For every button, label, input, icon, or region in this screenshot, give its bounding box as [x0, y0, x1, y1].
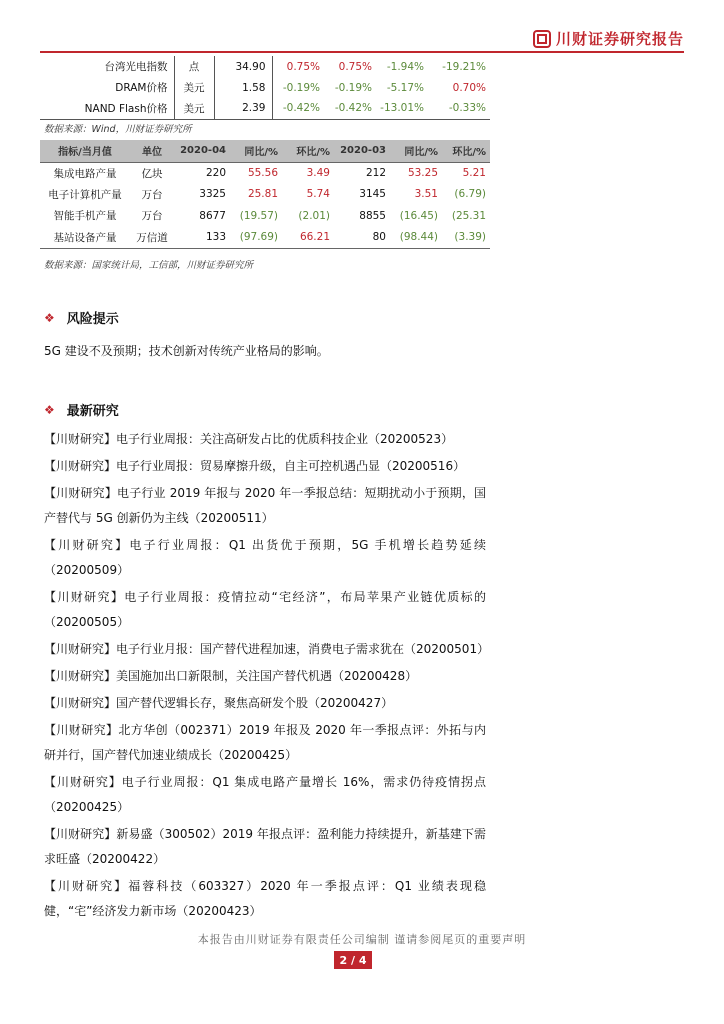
research-link[interactable]: 【川财研究】新易盛（300502）2019 年报点评：盈利能力持续提升，新基建下需求旺盛（20200422） [44, 827, 486, 866]
table-cell: 55.56 [247, 167, 278, 179]
table-cell: 1.58 [214, 77, 272, 98]
research-list [44, 427, 490, 926]
table-cell: 5.21 [462, 167, 486, 179]
table-cell: (16.45) [399, 209, 438, 222]
table-cell: 3145 [359, 188, 386, 201]
table-cell: 2.39 [214, 98, 272, 119]
table-cell: (3.39) [442, 227, 490, 249]
table-cell: 53.25 [407, 167, 438, 179]
table-cell: -19.21% [442, 60, 486, 73]
table-cell: 3325 [199, 188, 226, 201]
table-cell: 亿块 [141, 167, 163, 180]
table-cell: 0.70% [452, 81, 486, 94]
table-cell: 智能手机产量 [53, 210, 117, 223]
latest-heading [44, 400, 119, 419]
research-link[interactable]: 【川财研究】电子行业 2019 年报与 2020 年一季报总结：短期扰动小于预期，国产替代与 5G 创新仍为主线（20200511） [44, 486, 486, 525]
table-cell: (2.01) [298, 209, 330, 222]
risk-heading [44, 308, 119, 327]
table-cell: 0.75% [272, 56, 324, 77]
table-cell: 3.49 [306, 167, 330, 179]
table-cell: DRAM价格 [115, 82, 168, 94]
research-link[interactable]: 【川财研究】电子行业周报：关注高研发占比的优质科技企业（20200523） [44, 432, 454, 446]
brand-title: 川财证券研究报告 [555, 30, 684, 48]
brand-header [533, 28, 684, 49]
header-rule [40, 51, 684, 53]
logo-icon [533, 30, 551, 48]
research-link[interactable]: 【川财研究】电子行业周报：Q1 集成电路产量增长 16%，需求仍待疫情拐点（20200425） [44, 775, 486, 814]
table-row [40, 205, 490, 227]
table-cell: 3.51 [414, 188, 438, 201]
table-cell: 电子计算机产量 [48, 188, 122, 201]
diamond-bullet-icon: ❖ [44, 310, 55, 325]
table-cell: 万台 [141, 188, 163, 201]
latest-title: 最新研究 [66, 404, 119, 419]
column-header: 同比/% [390, 140, 442, 162]
research-link[interactable]: 【川财研究】电子行业周报：Q1 出货优于预期，5G 手机增长趋势延续（20200509） [44, 538, 486, 577]
table-cell: 万台 [141, 210, 163, 223]
table-cell: NAND Flash价格 [40, 98, 174, 119]
research-link[interactable]: 【川财研究】电子行业周报：贸易摩擦升级，自主可控机遇凸显（20200516） [44, 459, 466, 473]
table-row [40, 184, 490, 206]
table-cell: -0.19% [272, 77, 324, 98]
column-header: 2020-04 [174, 140, 230, 162]
table-cell: 0.75% [338, 60, 372, 73]
table-cell: (98.44) [390, 227, 442, 249]
table-cell: 66.21 [282, 227, 334, 249]
table-row [40, 162, 490, 184]
table-cell: -13.01% [376, 98, 428, 119]
table-cell: -0.19% [334, 81, 372, 94]
table-cell: 台湾光电指数 [104, 61, 168, 73]
table-cell: 212 [365, 167, 386, 179]
table-cell: 34.90 [214, 56, 272, 77]
page-number: 2 / 4 [334, 951, 372, 969]
table-cell: -5.17% [386, 81, 424, 94]
table-row [40, 227, 490, 249]
research-link[interactable]: 【川财研究】北方华创（002371）2019 年报及 2020 年一季报点评：外拓与内研并行，国产替代加速业绩成长（20200425） [44, 723, 486, 762]
research-link[interactable]: 【川财研究】国产替代逻辑长存，聚焦高研发个股（20200427） [44, 696, 394, 710]
table-cell: -1.94% [386, 60, 424, 73]
table-cell: 80 [334, 227, 390, 249]
research-link[interactable]: 【川财研究】美国施加出口新限制，关注国产替代机遇（20200428） [44, 669, 418, 683]
column-header: 2020-03 [334, 140, 390, 162]
column-header: 环比/% [442, 140, 490, 162]
table-cell: (19.57) [239, 209, 278, 222]
table2-source: 数据来源：国家统计局，工信部，川财证券研究所 [44, 260, 254, 271]
table-cell: (6.79) [454, 188, 486, 201]
table-cell: 基站设备产量 [40, 227, 130, 249]
table-cell: -0.33% [428, 98, 490, 119]
column-header: 同比/% [230, 140, 282, 162]
table-cell: -0.42% [272, 98, 324, 119]
footer-note: 本报告由川财证券有限责任公司编制 谨请参阅尾页的重要声明 [197, 933, 527, 946]
risk-text: 5G 建设不及预期；技术创新对传统产业格局的影响。 [44, 344, 329, 358]
table-cell: 美元 [174, 77, 214, 98]
research-link[interactable]: 【川财研究】福蓉科技（603327）2020 年一季报点评：Q1 业绩表现稳健，“宅”经济发力新市场（20200423） [44, 879, 486, 918]
table-cell: 133 [174, 227, 230, 249]
table-row [40, 77, 490, 98]
table-cell: 8677 [199, 209, 226, 222]
table-cell: (97.69) [230, 227, 282, 249]
table-cell: 220 [205, 167, 226, 179]
column-header: 指标/当月值 [40, 140, 130, 162]
table-cell: 集成电路产量 [53, 167, 117, 180]
table-cell: 点 [174, 56, 214, 77]
market-index-table [40, 56, 490, 120]
table-row [40, 98, 490, 119]
research-link[interactable]: 【川财研究】电子行业月报：国产替代进程加速，消费电子需求犹在（20200501） [44, 642, 490, 656]
table-cell: 8855 [359, 209, 386, 222]
table-cell: 5.74 [306, 188, 330, 201]
table1-source: 数据来源：Wind，川财证券研究所 [44, 124, 192, 135]
production-table [40, 140, 490, 249]
column-header: 环比/% [282, 140, 334, 162]
table-cell: 美元 [174, 98, 214, 119]
research-link[interactable]: 【川财研究】电子行业周报：疫情拉动“宅经济”，布局苹果产业链优质标的（20200505） [44, 590, 486, 629]
table-cell: (25.31 [451, 209, 486, 222]
column-header: 单位 [130, 140, 174, 162]
risk-title: 风险提示 [66, 312, 119, 327]
table-cell: 万信道 [130, 227, 174, 249]
table-row [40, 56, 490, 77]
diamond-bullet-icon: ❖ [44, 402, 55, 417]
table-cell: 25.81 [247, 188, 278, 201]
table-cell: -0.42% [324, 98, 376, 119]
